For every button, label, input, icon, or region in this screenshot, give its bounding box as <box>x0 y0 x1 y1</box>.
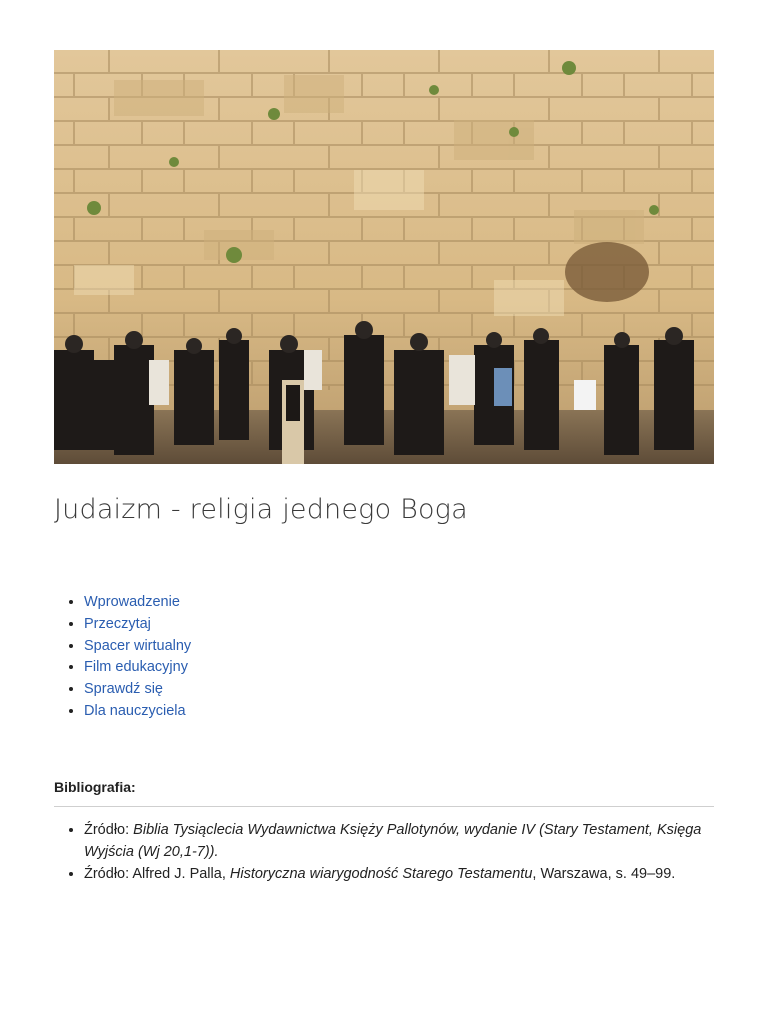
hero-image <box>54 50 714 464</box>
toc-link-sprawdz-sie[interactable]: Sprawdź się <box>84 681 163 698</box>
toc-link-spacer-wirtualny[interactable]: Spacer wirtualny <box>84 637 192 654</box>
bibliography-title: Biblia Tysiąclecia Wydawnictwa Księży Pallotynów, wydanie IV (Stary Testament, Księga Wyjścia (Wj 20,1-7)). <box>84 822 702 860</box>
toc-link-film-edukacyjny[interactable]: Film edukacyjny <box>84 659 188 676</box>
toc-link-dla-nauczyciela[interactable]: Dla nauczyciela <box>84 702 186 719</box>
bibliography-suffix: , Warszawa, s. 49–99. <box>532 865 676 882</box>
toc-link-przeczytaj[interactable]: Przeczytaj <box>84 615 151 632</box>
bibliography-heading: Bibliografia: <box>54 779 136 795</box>
bibliography-item <box>84 864 724 886</box>
toc-item <box>84 614 191 636</box>
toc-item <box>84 636 191 658</box>
bibliography-prefix: Źródło: <box>84 822 134 838</box>
page-title: Judaizm - religia jednego Boga <box>54 494 468 525</box>
bibliography-divider <box>54 806 714 807</box>
bibliography-item <box>84 820 724 864</box>
bibliography-list <box>54 820 724 885</box>
bibliography-prefix: Źródło: Alfred J. Palla, <box>84 865 230 882</box>
bibliography-title: Historyczna wiarygodność Starego Testamentu <box>229 865 533 882</box>
table-of-contents <box>54 592 191 723</box>
toc-item <box>84 701 191 723</box>
toc-link-wprowadzenie[interactable]: Wprowadzenie <box>84 594 180 610</box>
toc-item <box>84 592 191 614</box>
toc-item <box>84 679 191 701</box>
toc-item <box>84 657 191 679</box>
